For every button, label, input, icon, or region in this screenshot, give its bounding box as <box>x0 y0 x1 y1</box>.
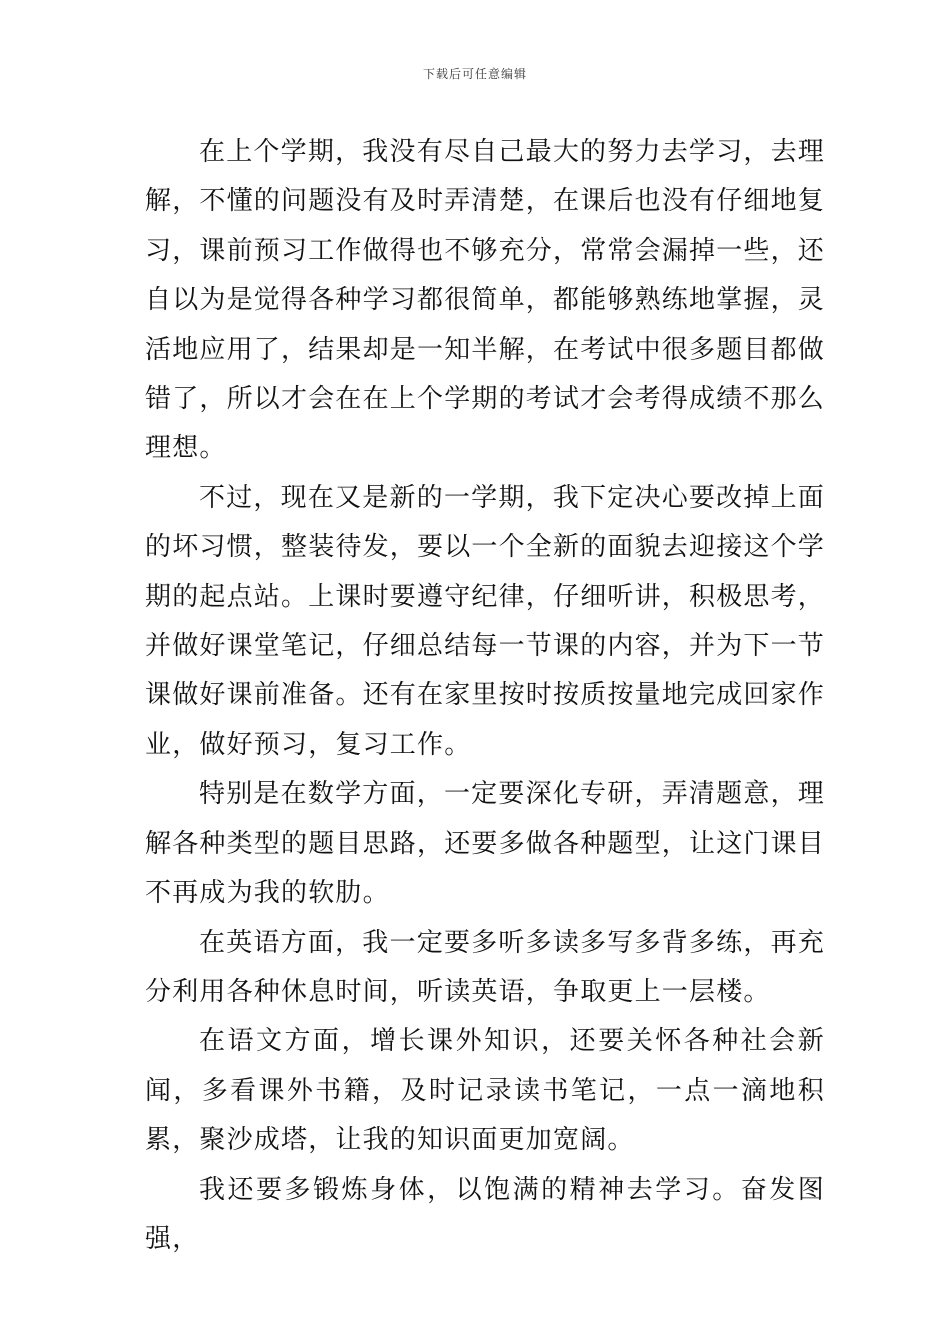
paragraph-2: 不过，现在又是新的一学期，我下定决心要改掉上面的坏习惯，整装待发，要以一个全新的面貌去迎接这个学期的起点站。上课时要遵守纪律，仔细听讲，积极思考，并做好课堂笔记，仔细总结每一节课的内容，并为下一节课做好课前准备。还有在家里按时按质按量地完成回家作业，做好预习，复习工作。 <box>145 482 826 760</box>
document-body <box>145 128 825 1264</box>
page-header: 下载后可任意编辑 <box>422 67 527 81</box>
paragraph-6: 我还要多锻炼身体，以饱满的精神去学习。奋发图强， <box>145 1174 825 1254</box>
paragraph-5: 在语文方面，增长课外知识，还要关怀各种社会新闻，多看课外书籍，及时记录读书笔记，一点一滴地积累，聚沙成塔，让我的知识面更加宽阔。 <box>145 1026 825 1156</box>
paragraph-4: 在英语方面，我一定要多听多读多写多背多练，再充分利用各种休息时间，听读英语，争取更上一层楼。 <box>145 927 825 1007</box>
paragraph-3: 特别是在数学方面，一定要深化专研，弄清题意，理解各种类型的题目思路，还要多做各种题型，让这门课目不再成为我的软肋。 <box>145 779 826 909</box>
paragraph-1: 在上个学期，我没有尽自己最大的努力去学习，去理解，不懂的问题没有及时弄清楚，在课后也没有仔细地复习，课前预习工作做得也不够充分，常常会漏掉一些，还自以为是觉得各种学习都很简单，都能够熟练地掌握，灵活地应用了，结果却是一知半解，在考试中很多题目都做错了，所以才会在在上个学期的考试才会考得成绩不那么理想。 <box>145 137 826 464</box>
